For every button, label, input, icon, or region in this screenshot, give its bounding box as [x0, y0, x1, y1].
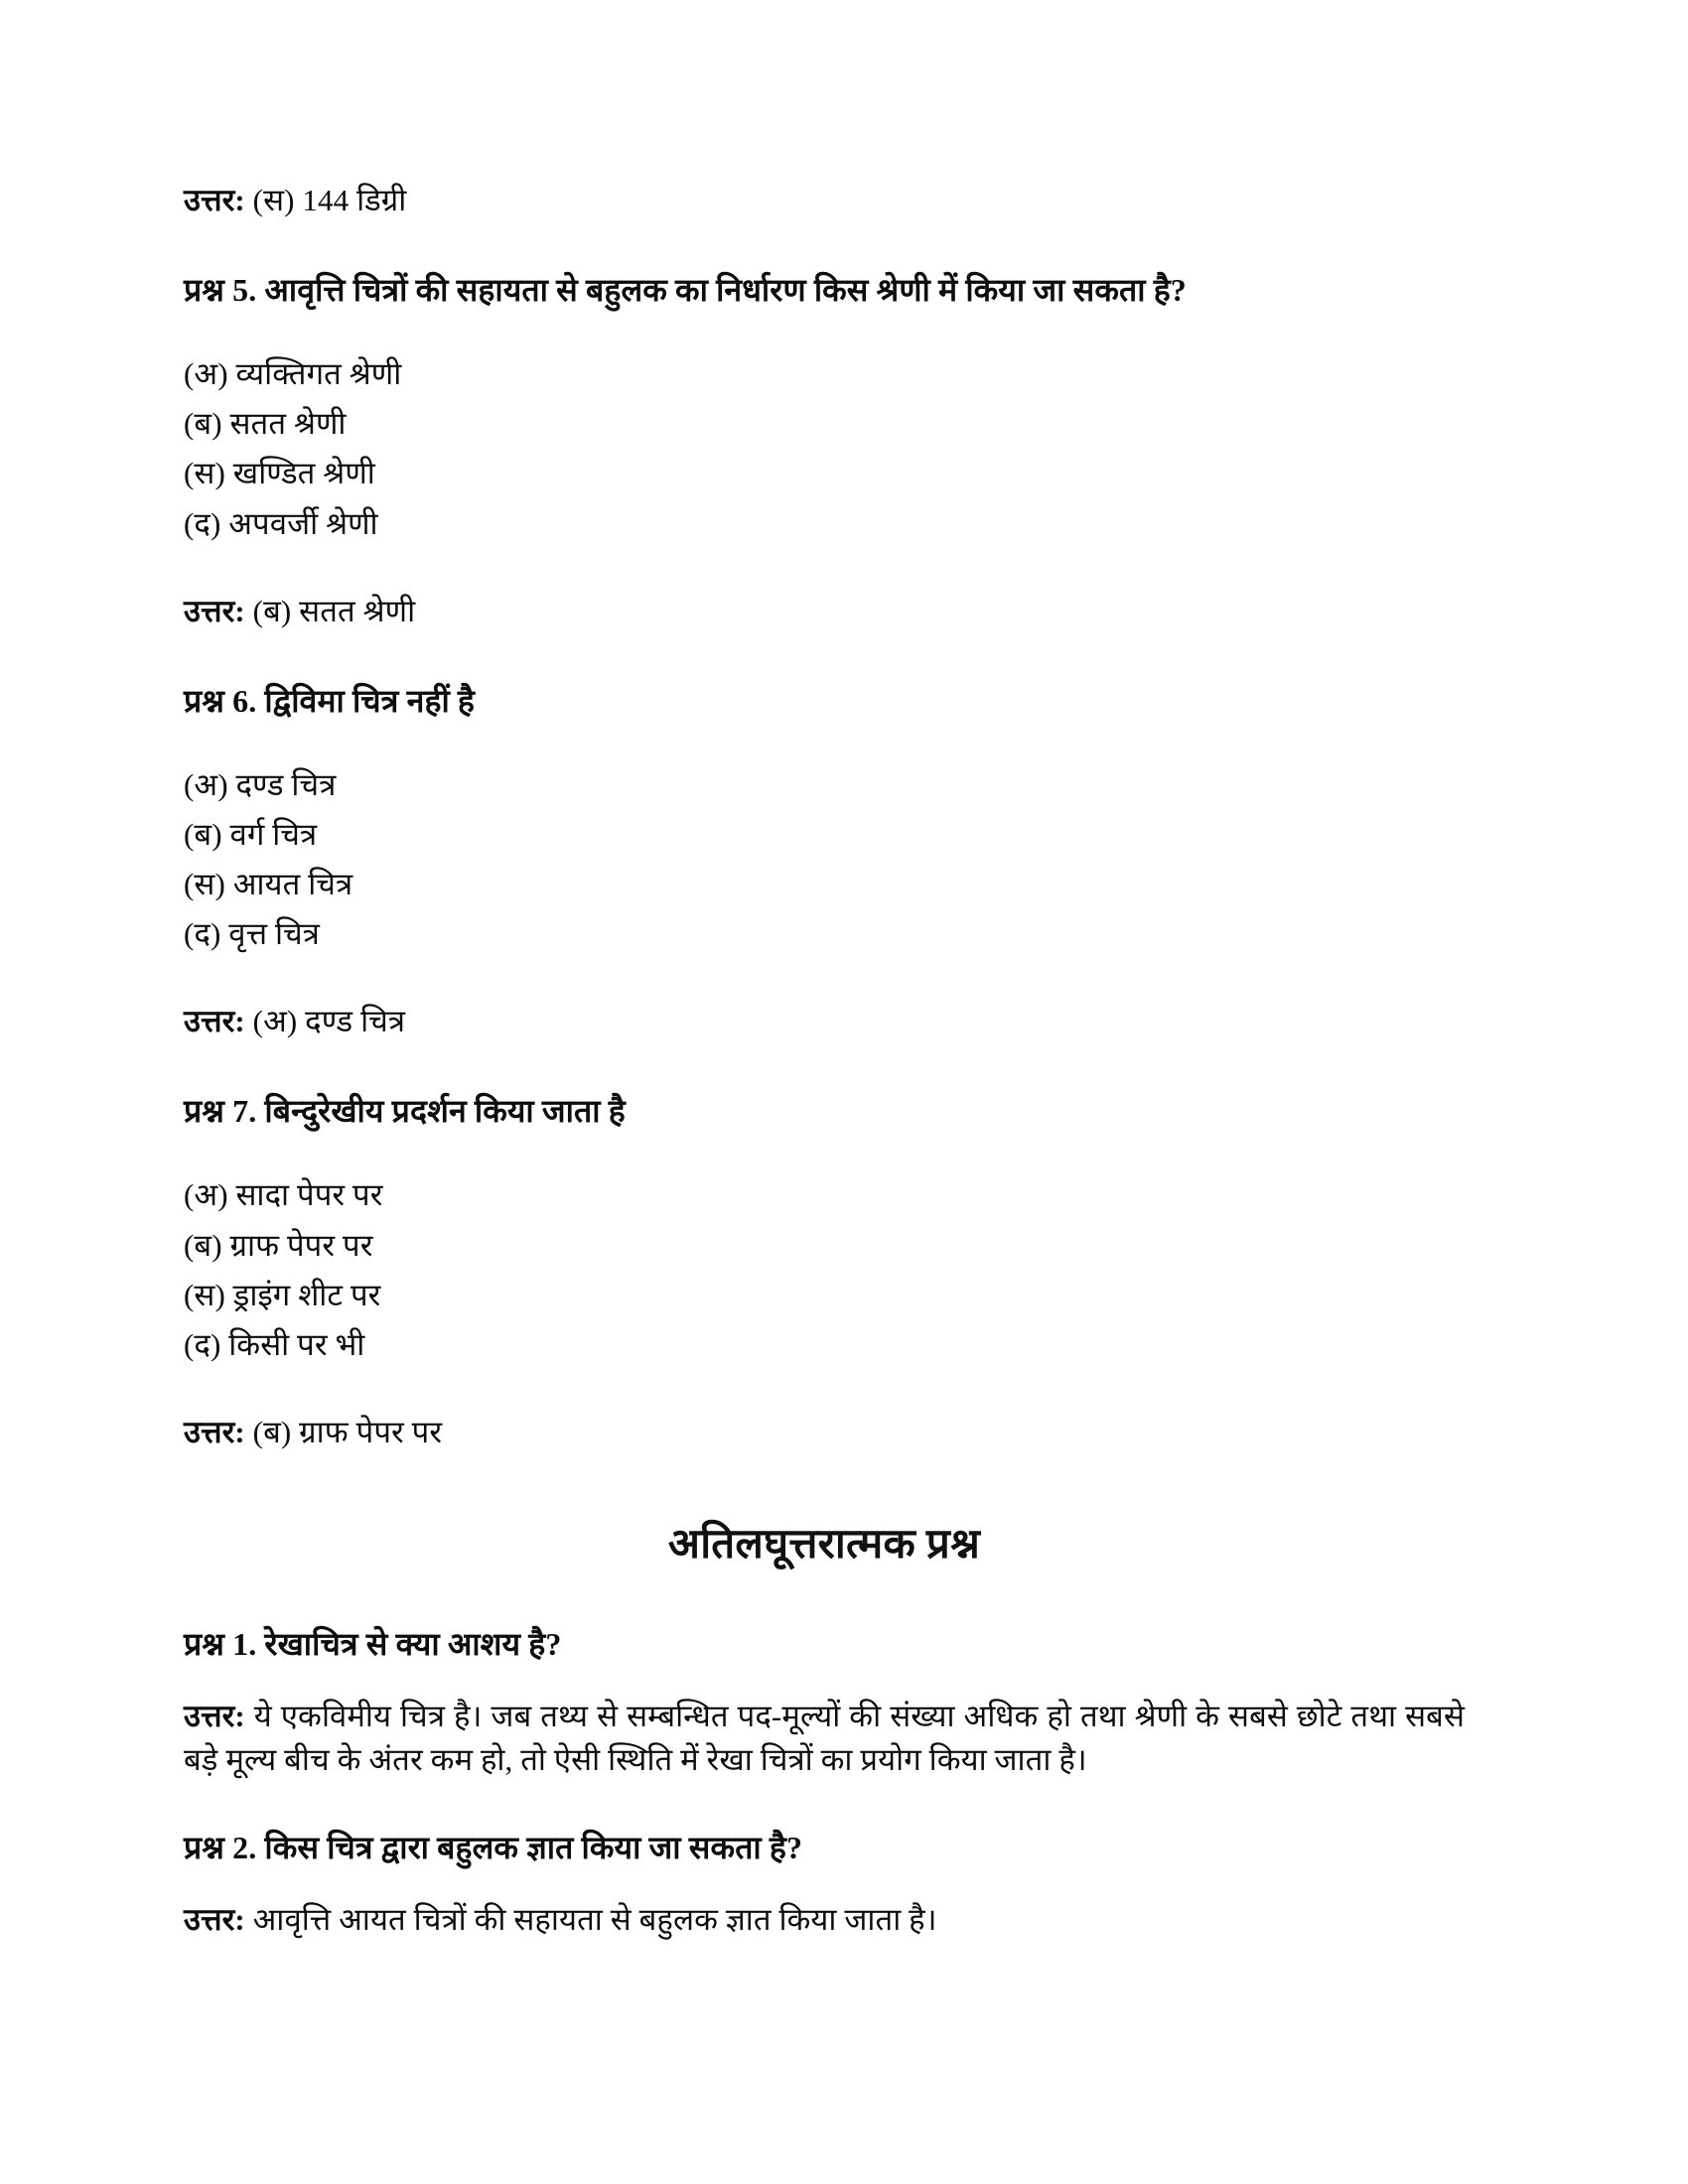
option-5-d[interactable]: (द) अपवर्जी श्रेणी [184, 505, 378, 541]
question-text-7: प्रश्न 7. बिन्दुरेखीय प्रदर्शन किया जाता है [184, 1093, 626, 1130]
short-answer-label-2: उत्तर: [184, 1902, 245, 1938]
short-answer-1 [184, 1695, 1465, 1782]
question-text-5: प्रश्न 5. आवृत्ति चित्रों की सहायता से बहुलक का निर्धारण किस श्रेणी में किया जा सकता है? [184, 272, 1187, 309]
option-6-d[interactable]: (द) वृत्त चित्र [184, 916, 320, 952]
answer-line-5 [184, 590, 1465, 633]
question-text-6: प्रश्न 6. द्विविमा चित्र नहीं है [184, 682, 476, 719]
option-6-a[interactable]: (अ) दण्ड चित्र [184, 766, 337, 802]
options-list-6 [184, 763, 1465, 956]
answer-label: उत्तर: [184, 183, 245, 217]
options-list-5 [184, 352, 1465, 545]
short-answer-2 [184, 1898, 1465, 1942]
answer-label-6: उत्तर: [184, 1004, 245, 1039]
answer-text-6: (अ) दण्ड चित्र [244, 1004, 406, 1039]
document-content [184, 179, 1465, 1942]
answer-line-6 [184, 1000, 1465, 1043]
option-7-c[interactable]: (स) ड्राइंग शीट पर [184, 1277, 381, 1312]
short-question-1: प्रश्न 1. रेखाचित्र से क्या आशय है? [184, 1625, 562, 1662]
mcq-block-7 [184, 1089, 1465, 1454]
options-list-7 [184, 1173, 1465, 1366]
answer-line-carryover [184, 179, 1465, 222]
short-answer-block-1 [184, 1622, 1465, 1782]
section-heading: अतिलघूत्तरात्मक प्रश्न [667, 1521, 981, 1568]
option-6-c[interactable]: (स) आयत चित्र [184, 867, 353, 901]
short-answer-text-2: आवृत्ति आयत चित्रों की सहायता से बहुलक ज्ञात किया जाता है। [244, 1902, 937, 1938]
option-5-b[interactable]: (ब) सतत श्रेणी [184, 406, 347, 442]
answer-text: (स) 144 डिग्री [244, 183, 407, 217]
short-answer-text-1: ये एकविमीय चित्र है। जब तथ्य से सम्बन्धित पद-मूल्यों की संख्या अधिक हो तथा श्रेणी के सबसे छोटे तथा सबसे बड़े मूल्य बीच के अंतर कम हो, तो ऐसी स्थिति में रेखा चित्रों का प्रयोग किया जाता है। [184, 1699, 1465, 1778]
answer-label-5: उत्तर: [184, 593, 245, 628]
option-7-a[interactable]: (अ) सादा पेपर पर [184, 1177, 383, 1213]
answer-label-7: उत्तर: [184, 1414, 245, 1449]
answer-text-7: (ब) ग्राफ पेपर पर [244, 1414, 443, 1449]
mcq-block-6 [184, 679, 1465, 1044]
option-7-b[interactable]: (ब) ग्राफ पेपर पर [184, 1227, 373, 1263]
option-5-a[interactable]: (अ) व्यक्तिगत श्रेणी [184, 356, 402, 392]
answer-text-5: (ब) सतत श्रेणी [244, 593, 416, 628]
short-answer-block-2 [184, 1826, 1465, 1942]
option-5-c[interactable]: (स) खण्डित श्रेणी [184, 456, 375, 491]
short-answer-label-1: उत्तर: [184, 1699, 245, 1733]
mcq-block-5 [184, 268, 1465, 633]
short-question-2: प्रश्न 2. किस चित्र द्वारा बहुलक ज्ञात किया जा सकता है? [184, 1830, 803, 1866]
option-7-d[interactable]: (द) किसी पर भी [184, 1326, 365, 1362]
option-6-b[interactable]: (ब) वर्ग चित्र [184, 816, 318, 852]
answer-line-7 [184, 1411, 1465, 1454]
